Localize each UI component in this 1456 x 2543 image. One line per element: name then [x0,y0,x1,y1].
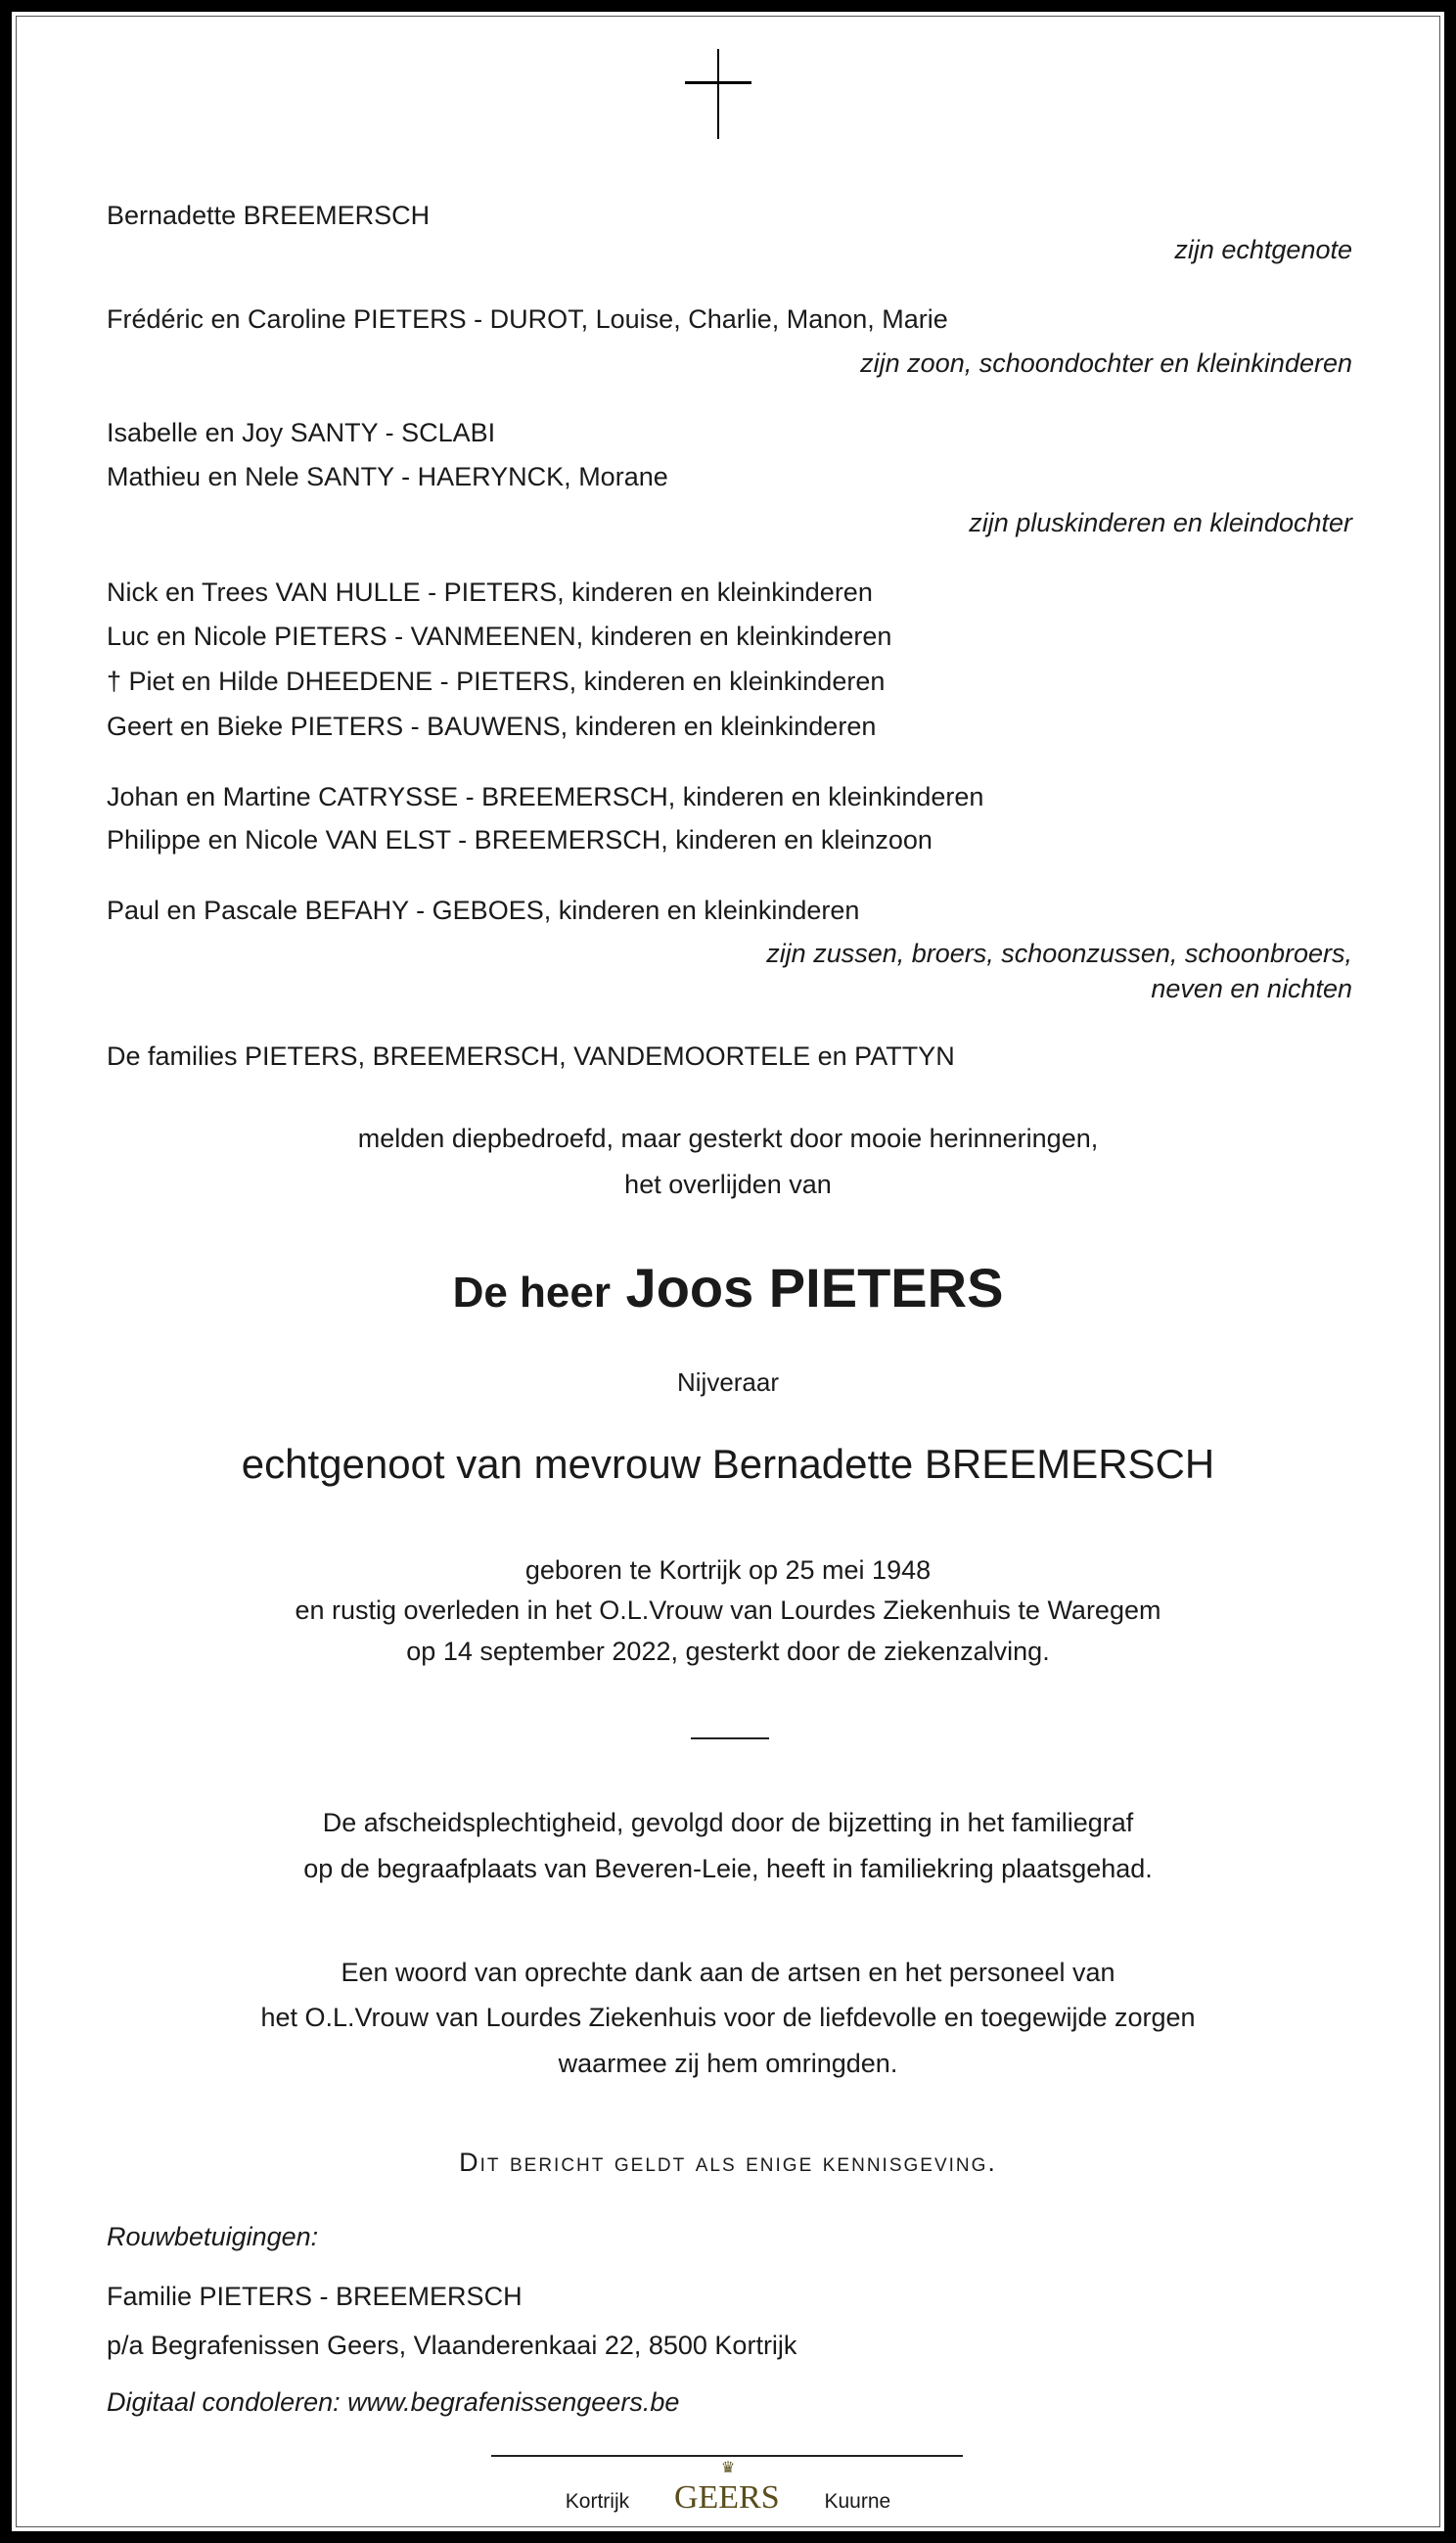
cross-icon-bar [685,81,751,84]
family-line: † Piet en Hilde DHEEDENE - PIETERS, kinderen en kleinkinderen [107,667,886,696]
family-line: Johan en Martine CATRYSSE - BREEMERSCH, kinderen en kleinkinderen [107,782,984,811]
condolences-name: Familie PIETERS - BREEMERSCH [107,2282,523,2311]
relation-line: zijn zussen, broers, schoonzussen, schoonbroers, [766,939,1352,968]
date-line: geboren te Kortrijk op 25 mei 1948 [524,1555,932,1585]
footer-divider [491,2455,963,2457]
notice: Dit bericht geldt als enige kennisgeving. [459,2148,997,2177]
deceased-fullname: Joos PIETERS [625,1257,1004,1318]
ceremony-line: op de begraafplaats van Beveren-Leie, heeft in familiekring plaatsgehad. [303,1854,1153,1883]
family-line: Mathieu en Nele SANTY - HAERYNCK, Morane [107,462,668,491]
family-line: De families PIETERS, BREEMERSCH, VANDEMOORTELE en PATTYN [107,1041,955,1071]
relation-line: zijn zoon, schoondochter en kleinkinderen [860,348,1352,378]
family-line: Geert en Bieke PIETERS - BAUWENS, kinderen en kleinkinderen [107,712,877,741]
date-line: op 14 september 2022, gesterkt door de ziekenzalving. [406,1637,1050,1666]
ceremony-line: De afscheidsplechtigheid, gevolgd door de bijzetting in het familiegraf [322,1808,1134,1837]
family-line: Paul en Pascale BEFAHY - GEBOES, kinderen en kleinkinderen [107,896,860,925]
relation-line: neven en nichten [1151,974,1352,1003]
thanks-line: waarmee zij hem omringden. [558,2049,898,2078]
deceased-prefix: De heer [452,1269,611,1317]
geers-logo: GEERS [673,2479,780,2516]
footer-right: Kuurne [824,2490,891,2513]
footer [0,2478,1456,2518]
family-line: Bernadette BREEMERSCH [107,201,431,230]
thanks-line: het O.L.Vrouw van Lourdes Ziekenhuis voor de liefdevolle en toegewijde zorgen [260,2003,1196,2032]
family-line: Frédéric en Caroline PIETERS - DUROT, Louise, Charlie, Manon, Marie [107,304,948,334]
announce-line: het overlijden van [624,1170,832,1199]
cross-icon [717,49,719,139]
relation-line: zijn pluskinderen en kleindochter [969,508,1352,537]
profession: Nijveraar [676,1367,780,1397]
deceased-name [0,1249,1456,1327]
date-line: en rustig overleden in het O.L.Vrouw van Lourdes Ziekenhuis te Waregem [295,1595,1161,1625]
relation-line: zijn echtgenote [1174,235,1352,264]
crown-icon: ♛ [720,2460,736,2476]
footer-left: Kortrijk [565,2490,630,2513]
thanks-line: Een woord van oprechte dank aan de artsen en het personeel van [341,1958,1115,1987]
family-line: Nick en Trees VAN HULLE - PIETERS, kinderen en kleinkinderen [107,578,873,607]
family-line: Luc en Nicole PIETERS - VANMEENEN, kinderen en kleinkinderen [107,622,892,651]
condolences-label: Rouwbetuigingen: [107,2222,319,2251]
family-line: Philippe en Nicole VAN ELST - BREEMERSCH, kinderen en kleinzoon [107,825,933,855]
digital-condolences-link[interactable]: Digitaal condoleren: www.begrafenissengeers.be [107,2387,680,2417]
divider [691,1737,769,1739]
announce-line: melden diepbedroefd, maar gesterkt door mooie herinneringen, [357,1124,1099,1153]
spouse-line: echtgenoot van mevrouw Bernadette BREEMERSCH [241,1441,1215,1487]
family-line: Isabelle en Joy SANTY - SCLABI [107,418,496,447]
condolences-address: p/a Begrafenissen Geers, Vlaanderenkaai 22, 8500 Kortrijk [107,2331,797,2360]
